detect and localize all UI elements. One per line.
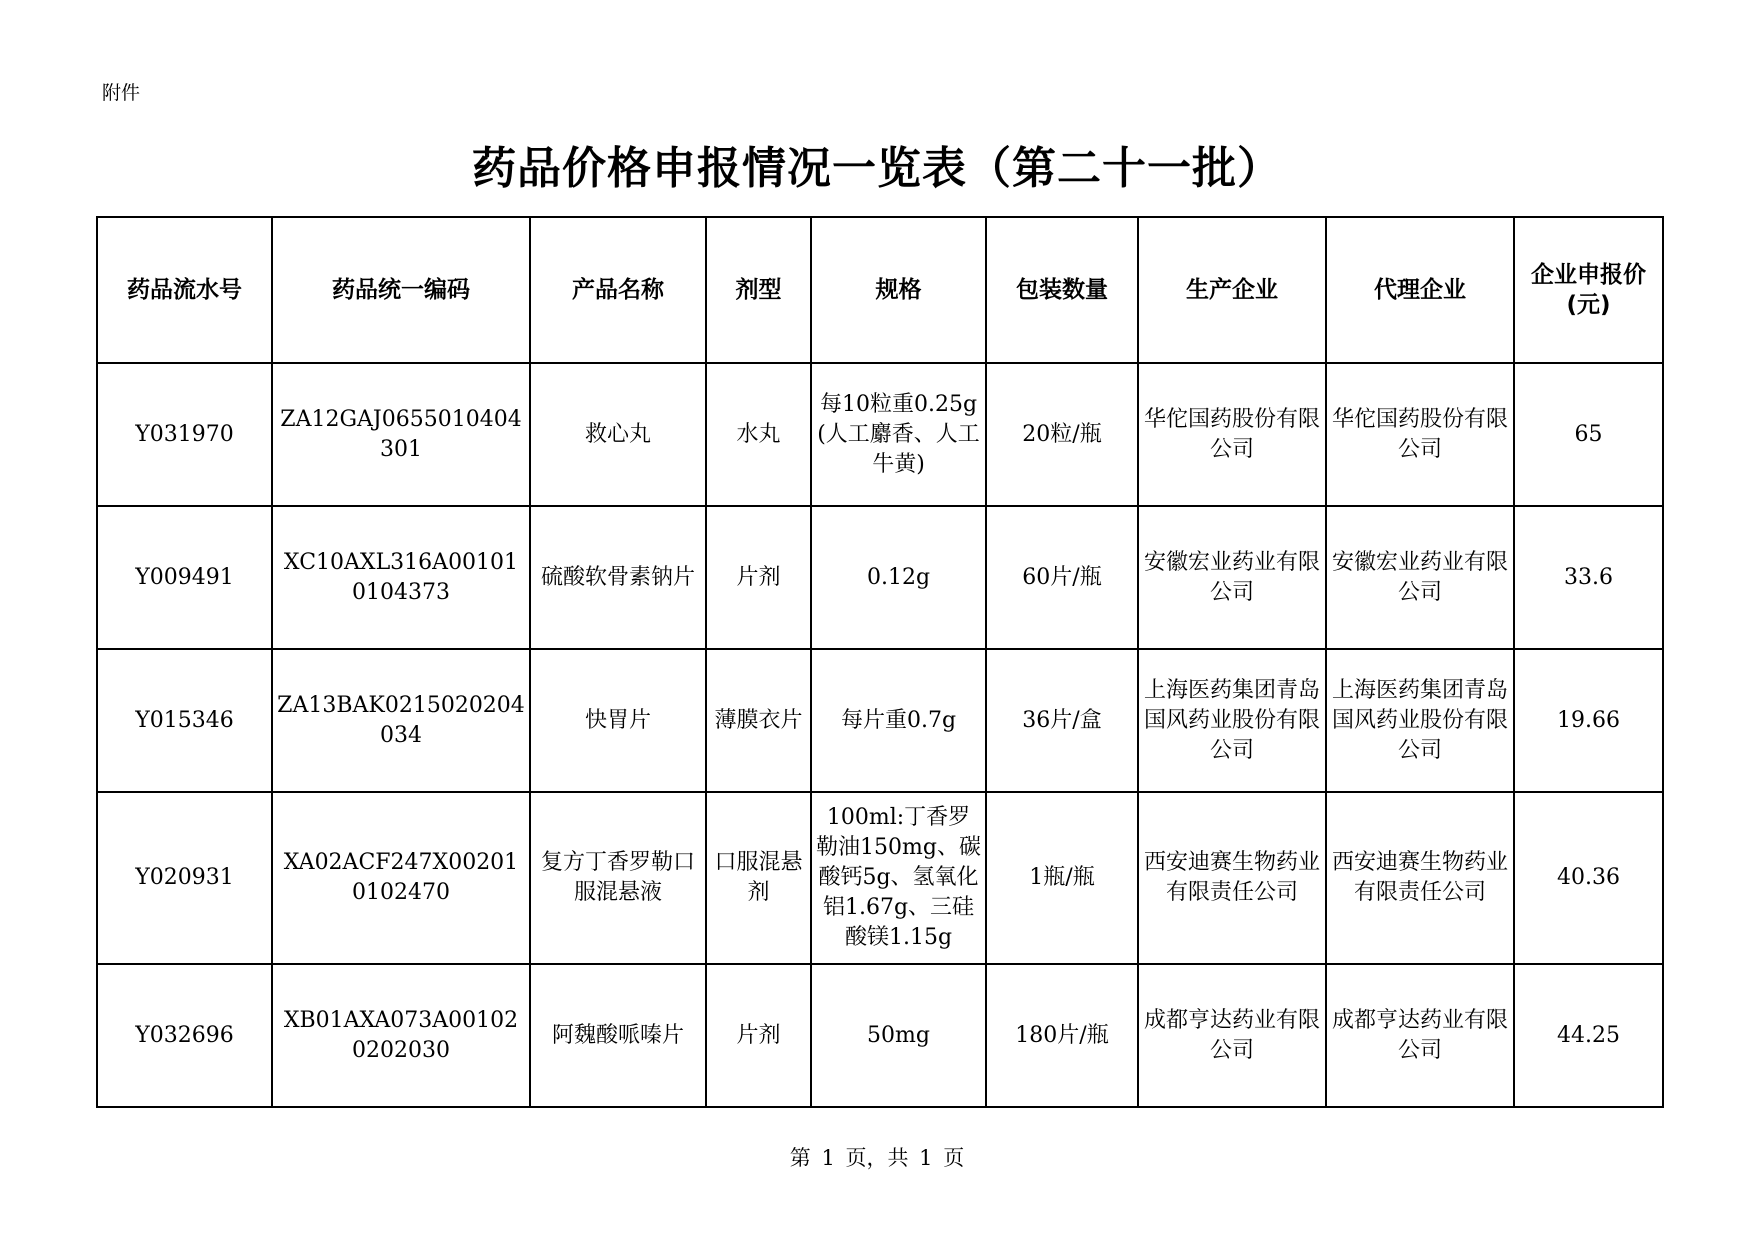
cell-code: ZA13BAK0215020204034 — [272, 649, 530, 792]
cell-name: 复方丁香罗勒口服混悬液 — [530, 792, 706, 964]
header-agent: 代理企业 — [1326, 217, 1514, 363]
cell-code: XC10AXL316A001010104373 — [272, 506, 530, 649]
drug-price-table — [96, 216, 1664, 1108]
cell-code: XB01AXA073A001020202030 — [272, 964, 530, 1107]
cell-manufacturer: 安徽宏业药业有限公司 — [1138, 506, 1326, 649]
cell-serial: Y020931 — [97, 792, 272, 964]
cell-serial: Y032696 — [97, 964, 272, 1107]
cell-package: 36片/盒 — [986, 649, 1138, 792]
cell-agent: 安徽宏业药业有限公司 — [1326, 506, 1514, 649]
header-price: 企业申报价(元) — [1514, 217, 1663, 363]
table-row — [97, 506, 1663, 649]
header-serial: 药品流水号 — [97, 217, 272, 363]
page-footer: 第 1 页，共 1 页 — [789, 1146, 965, 1170]
table-row — [97, 792, 1663, 964]
cell-spec: 100ml:丁香罗勒油150mg、碳酸钙5g、氢氧化铝1.67g、三硅酸镁1.15g — [811, 792, 986, 964]
cell-package: 20粒/瓶 — [986, 363, 1138, 506]
cell-code: XA02ACF247X002010102470 — [272, 792, 530, 964]
cell-price: 33.6 — [1514, 506, 1663, 649]
table-row — [97, 964, 1663, 1107]
page-title: 药品价格申报情况一览表（第二十一批） — [472, 143, 1282, 194]
cell-code: ZA12GAJ0655010404301 — [272, 363, 530, 506]
cell-form: 水丸 — [706, 363, 811, 506]
cell-serial: Y009491 — [97, 506, 272, 649]
cell-spec: 0.12g — [811, 506, 986, 649]
cell-form: 口服混悬剂 — [706, 792, 811, 964]
table-row — [97, 363, 1663, 506]
header-package: 包装数量 — [986, 217, 1138, 363]
cell-manufacturer: 成都亨达药业有限公司 — [1138, 964, 1326, 1107]
cell-agent: 成都亨达药业有限公司 — [1326, 964, 1514, 1107]
cell-serial: Y015346 — [97, 649, 272, 792]
cell-form: 片剂 — [706, 964, 811, 1107]
cell-package: 1瓶/瓶 — [986, 792, 1138, 964]
cell-package: 60片/瓶 — [986, 506, 1138, 649]
cell-manufacturer: 西安迪赛生物药业有限责任公司 — [1138, 792, 1326, 964]
table-row — [97, 649, 1663, 792]
table-header-row — [97, 217, 1663, 363]
cell-agent: 华佗国药股份有限公司 — [1326, 363, 1514, 506]
header-form: 剂型 — [706, 217, 811, 363]
cell-form: 薄膜衣片 — [706, 649, 811, 792]
cell-name: 硫酸软骨素钠片 — [530, 506, 706, 649]
cell-spec: 每10粒重0.25g(人工麝香、人工牛黄) — [811, 363, 986, 506]
cell-package: 180片/瓶 — [986, 964, 1138, 1107]
cell-spec: 每片重0.7g — [811, 649, 986, 792]
cell-manufacturer: 上海医药集团青岛国风药业股份有限公司 — [1138, 649, 1326, 792]
cell-agent: 上海医药集团青岛国风药业股份有限公司 — [1326, 649, 1514, 792]
cell-agent: 西安迪赛生物药业有限责任公司 — [1326, 792, 1514, 964]
header-manufacturer: 生产企业 — [1138, 217, 1326, 363]
cell-price: 44.25 — [1514, 964, 1663, 1107]
cell-serial: Y031970 — [97, 363, 272, 506]
cell-name: 快胃片 — [530, 649, 706, 792]
cell-price: 65 — [1514, 363, 1663, 506]
header-name: 产品名称 — [530, 217, 706, 363]
cell-name: 救心丸 — [530, 363, 706, 506]
header-code: 药品统一编码 — [272, 217, 530, 363]
cell-price: 19.66 — [1514, 649, 1663, 792]
cell-manufacturer: 华佗国药股份有限公司 — [1138, 363, 1326, 506]
cell-form: 片剂 — [706, 506, 811, 649]
header-spec: 规格 — [811, 217, 986, 363]
cell-name: 阿魏酸哌嗪片 — [530, 964, 706, 1107]
cell-price: 40.36 — [1514, 792, 1663, 964]
attachment-label: 附件 — [102, 82, 141, 104]
cell-spec: 50mg — [811, 964, 986, 1107]
